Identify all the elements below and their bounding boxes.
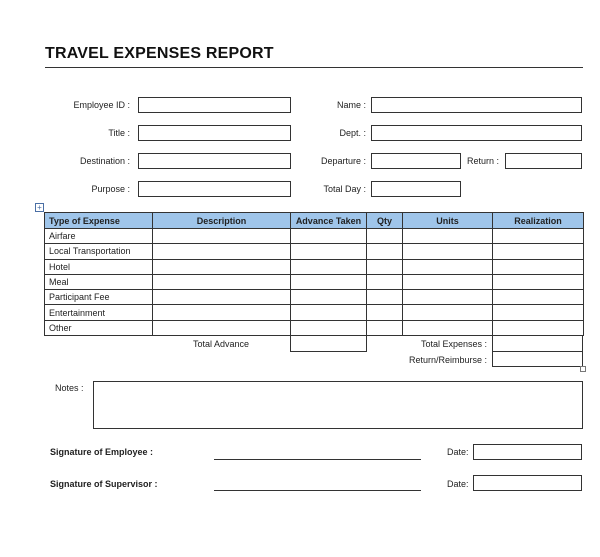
advance-cell[interactable]	[291, 274, 367, 289]
advance-cell[interactable]	[291, 290, 367, 305]
total-day-field[interactable]	[371, 181, 461, 197]
qty-cell[interactable]	[367, 290, 403, 305]
expense-type-cell: Entertainment	[45, 305, 153, 320]
realization-cell[interactable]	[493, 259, 584, 274]
name-label: Name :	[336, 100, 366, 110]
date-employee-field[interactable]	[473, 444, 582, 460]
title-divider	[45, 67, 583, 68]
total-expenses-label: Total Expenses :	[420, 339, 487, 349]
notes-field[interactable]	[93, 381, 583, 429]
date-supervisor-label: Date:	[447, 479, 469, 489]
col-header-realization: Realization	[493, 213, 584, 229]
title-field[interactable]	[138, 125, 291, 141]
units-cell[interactable]	[403, 259, 493, 274]
units-cell[interactable]	[403, 244, 493, 259]
units-cell[interactable]	[403, 290, 493, 305]
units-cell[interactable]	[403, 229, 493, 244]
col-header-advance: Advance Taken	[291, 213, 367, 229]
description-cell[interactable]	[153, 259, 291, 274]
return-reimburse-field[interactable]	[492, 351, 583, 367]
employee-id-label: Employee ID :	[73, 100, 130, 110]
realization-cell[interactable]	[493, 305, 584, 320]
total-advance-field[interactable]	[290, 335, 367, 352]
description-cell[interactable]	[153, 320, 291, 335]
dept-input[interactable]	[372, 129, 581, 143]
expense-type-cell: Other	[45, 320, 153, 335]
description-cell[interactable]	[153, 305, 291, 320]
title-label: Title :	[108, 128, 130, 138]
units-cell[interactable]	[403, 320, 493, 335]
advance-cell[interactable]	[291, 229, 367, 244]
date-supervisor-field[interactable]	[473, 475, 582, 491]
col-header-type: Type of Expense	[45, 213, 153, 229]
col-header-qty: Qty	[367, 213, 403, 229]
table-row	[45, 244, 584, 259]
signature-supervisor-line[interactable]	[214, 490, 421, 491]
total-day-input[interactable]	[372, 185, 460, 199]
advance-cell[interactable]	[291, 320, 367, 335]
table-row	[45, 320, 584, 335]
destination-field[interactable]	[138, 153, 291, 169]
name-input[interactable]	[372, 101, 581, 115]
signature-employee-line[interactable]	[214, 459, 421, 460]
destination-input[interactable]	[139, 157, 290, 171]
employee-id-input[interactable]	[139, 101, 290, 115]
expense-type-cell: Meal	[45, 274, 153, 289]
col-header-description: Description	[153, 213, 291, 229]
table-header-row	[45, 213, 584, 229]
table-row	[45, 229, 584, 244]
departure-field[interactable]	[371, 153, 461, 169]
realization-cell[interactable]	[493, 320, 584, 335]
date-employee-label: Date:	[447, 447, 469, 457]
expense-type-cell: Participant Fee	[45, 290, 153, 305]
signature-employee-label: Signature of Employee :	[50, 447, 154, 457]
realization-cell[interactable]	[493, 244, 584, 259]
return-label: Return :	[466, 156, 499, 166]
qty-cell[interactable]	[367, 244, 403, 259]
table-row	[45, 305, 584, 320]
description-cell[interactable]	[153, 274, 291, 289]
return-input[interactable]	[506, 157, 581, 171]
qty-cell[interactable]	[367, 259, 403, 274]
name-field[interactable]	[371, 97, 582, 113]
total-expenses-field[interactable]	[492, 335, 583, 352]
purpose-field[interactable]	[138, 181, 291, 197]
purpose-label: Purpose :	[91, 184, 130, 194]
description-cell[interactable]	[153, 244, 291, 259]
qty-cell[interactable]	[367, 305, 403, 320]
table-row	[45, 290, 584, 305]
table-move-handle-icon[interactable]: +	[35, 203, 44, 212]
col-header-units: Units	[403, 213, 493, 229]
qty-cell[interactable]	[367, 320, 403, 335]
expense-table	[44, 212, 584, 336]
qty-cell[interactable]	[367, 274, 403, 289]
expense-type-cell: Airfare	[45, 229, 153, 244]
title-input[interactable]	[139, 129, 290, 143]
realization-cell[interactable]	[493, 290, 584, 305]
advance-cell[interactable]	[291, 244, 367, 259]
signature-supervisor-label: Signature of Supervisor :	[50, 479, 158, 489]
departure-label: Departure :	[320, 156, 366, 166]
expense-type-cell: Local Transportation	[45, 244, 153, 259]
return-reimburse-label: Return/Reimburse :	[408, 355, 487, 365]
dept-field[interactable]	[371, 125, 582, 141]
departure-input[interactable]	[372, 157, 460, 171]
units-cell[interactable]	[403, 305, 493, 320]
notes-label: Notes :	[55, 383, 84, 393]
page-title: TRAVEL EXPENSES REPORT	[45, 45, 274, 62]
qty-cell[interactable]	[367, 229, 403, 244]
table-row	[45, 274, 584, 289]
realization-cell[interactable]	[493, 229, 584, 244]
purpose-input[interactable]	[139, 185, 290, 199]
employee-id-field[interactable]	[138, 97, 291, 113]
destination-label: Destination :	[79, 156, 130, 166]
table-row	[45, 259, 584, 274]
table-resize-handle-icon[interactable]	[580, 366, 586, 372]
description-cell[interactable]	[153, 229, 291, 244]
return-field[interactable]	[505, 153, 582, 169]
description-cell[interactable]	[153, 290, 291, 305]
realization-cell[interactable]	[493, 274, 584, 289]
expense-type-cell: Hotel	[45, 259, 153, 274]
dept-label: Dept. :	[339, 128, 366, 138]
total-advance-label: Total Advance	[193, 339, 250, 349]
units-cell[interactable]	[403, 274, 493, 289]
advance-cell[interactable]	[291, 305, 367, 320]
total-day-label: Total Day :	[323, 184, 366, 194]
advance-cell[interactable]	[291, 259, 367, 274]
